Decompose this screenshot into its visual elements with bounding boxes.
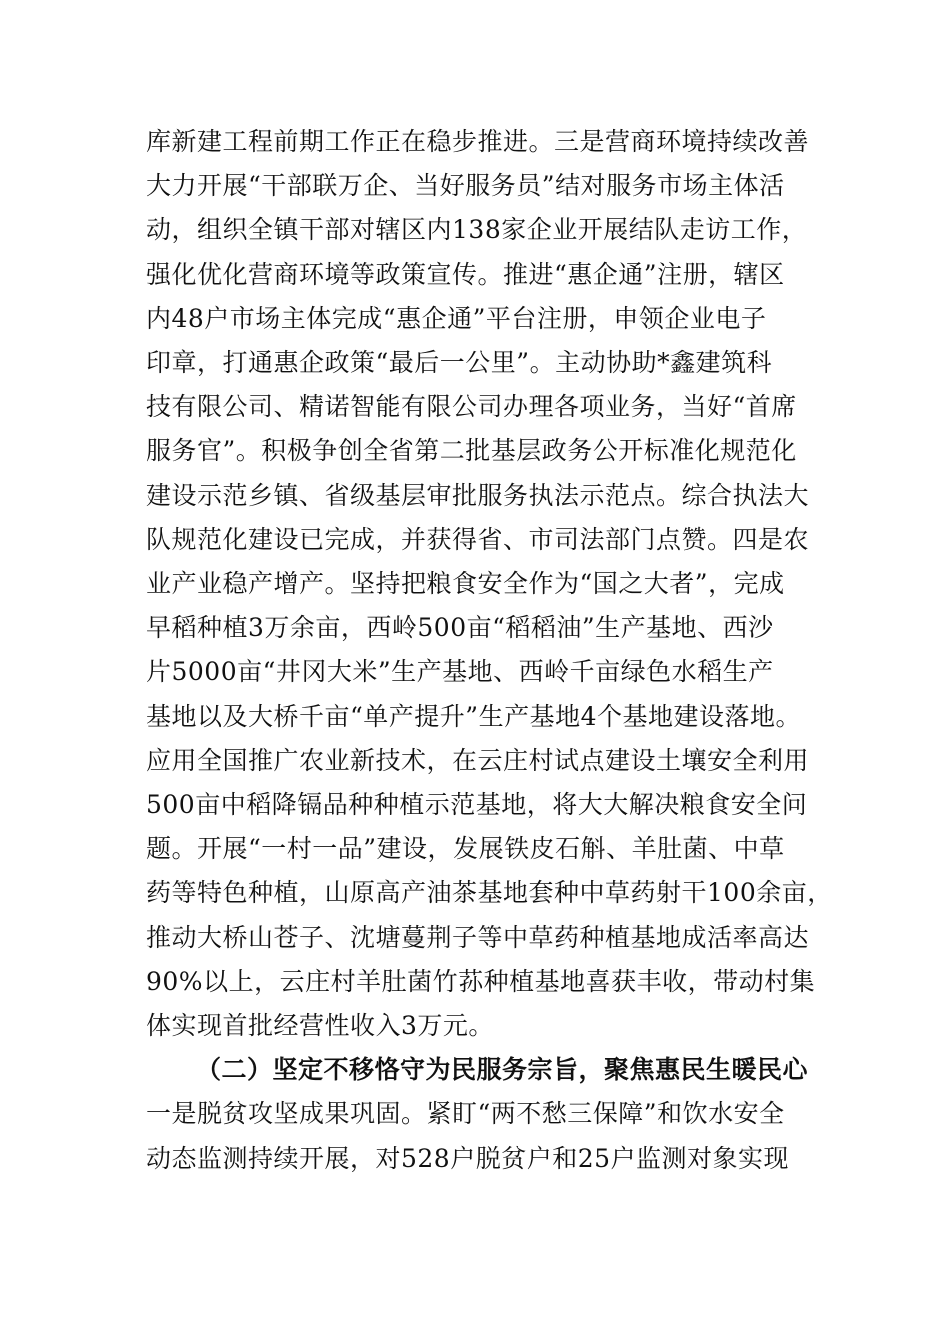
paragraph-line: 应用全国推广农业新技术，在云庄村试点建设土壤安全利用 (146, 745, 810, 775)
paragraph-line: 服务官”。积极争创全省第二批基层政务公开标准化规范化 (146, 436, 797, 466)
section-heading: （二）坚定不移恪守为民服务宗旨，聚焦惠民生暖民心 (196, 1055, 809, 1085)
paragraph-line: 片5000亩“井冈大米”生产基地、西岭千亩绿色水稻生产 (146, 657, 774, 687)
paragraph-line: 早稻种植3万余亩，西岭500亩“稻稻油”生产基地、西沙 (146, 613, 774, 643)
paragraph-line: 印章，打通惠企政策“最后一公里”。主动协助*鑫建筑科 (146, 348, 773, 377)
paragraph-line: 一是脱贫攻坚成果巩固。紧盯“两不愁三保障”和饮水安全 (146, 1099, 785, 1129)
paragraph-line: 强化优化营商环境等政策宣传。推进“惠企通”注册，辖区 (146, 259, 785, 289)
paragraph-line: 队规范化建设已完成，并获得省、市司法部门点赞。四是农 (146, 524, 810, 554)
paragraph-line: 基地以及大桥千亩“单产提升”生产基地4个基地建设落地。 (146, 701, 801, 731)
paragraph-line: 业产业稳产增产。坚持把粮食安全作为“国之大者”，完成 (146, 569, 785, 598)
paragraph-line: 题。开展“一村一品”建设，发展铁皮石斛、羊肚菌、中草 (146, 834, 785, 864)
paragraph-line: 推动大桥山苍子、沈塘蔓荆子等中草药种植基地成活率高达 (146, 922, 810, 952)
paragraph-line: 技有限公司、精诺智能有限公司办理各项业务，当好“首席 (146, 392, 797, 422)
paragraph-line: 建设示范乡镇、省级基层审批服务执法示范点。综合执法大 (146, 480, 810, 510)
paragraph-line: 动，组织全镇干部对辖区内138家企业开展结队走访工作， (146, 215, 808, 245)
paragraph-line: 体实现首批经营性收入3万元。 (146, 1011, 494, 1040)
paragraph-line: 大力开展“干部联万企、当好服务员”结对服务市场主体活 (146, 171, 785, 201)
paragraph-line: 库新建工程前期工作正在稳步推进。三是营商环境持续改善 (146, 127, 810, 156)
paragraph-line: 动态监测持续开展，对528户脱贫户和25户监测对象实现 (146, 1143, 790, 1173)
paragraph-line: 500亩中稻降镉品种种植示范基地，将大大解决粮食安全问 (146, 790, 808, 819)
paragraph-line: 药等特色种植，山原高产油茶基地套种中草药射干100余亩， (146, 878, 833, 908)
paragraph-line: 内48户市场主体完成“惠企通”平台注册，申领企业电子 (146, 303, 767, 333)
paragraph-line: 90%以上，云庄村羊肚菌竹荪种植基地喜获丰收，带动村集 (146, 966, 816, 996)
